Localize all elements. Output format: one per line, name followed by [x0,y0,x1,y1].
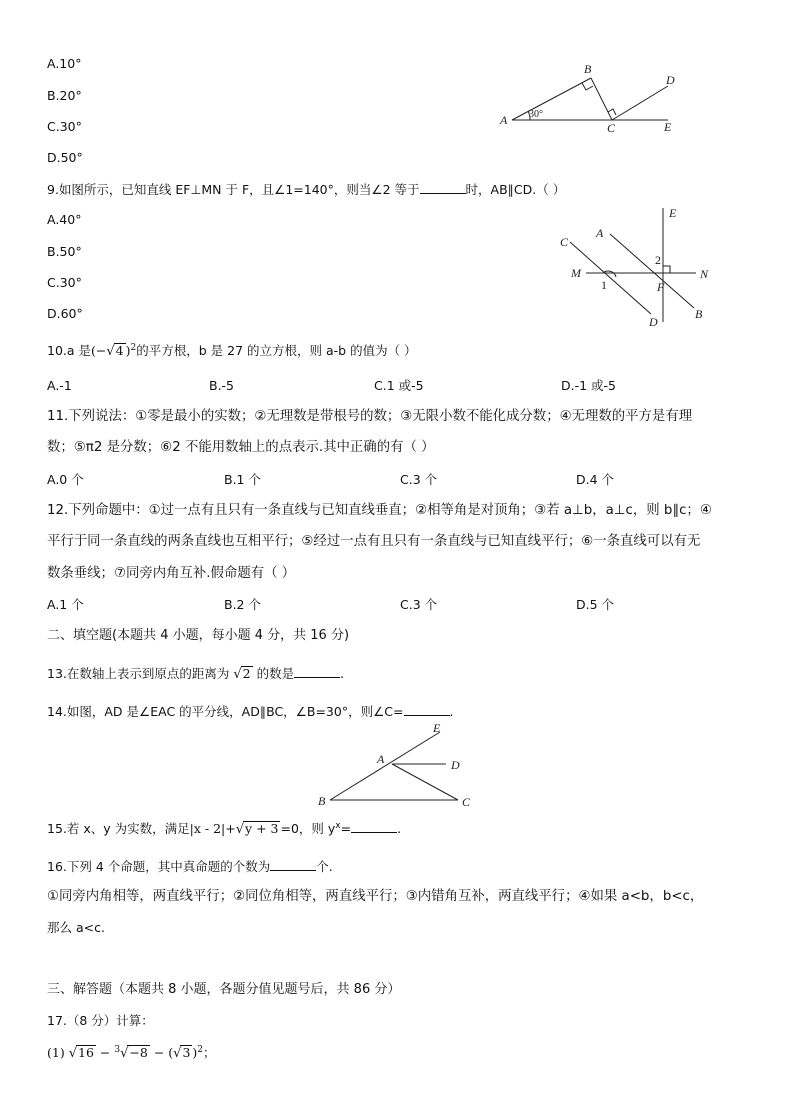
figure-q8 [496,62,696,140]
q10-expression [91,343,136,358]
q12-line-3: 数条垂线；⑦同旁内角互补.假命题有（ ） [47,566,296,581]
q15-abs-right-bar: | [221,821,226,836]
q15-post: = [340,821,352,836]
fig8-label-c: C [607,121,616,135]
q17-part-1 [47,1045,216,1062]
q10-pre: 10.a 是 [47,343,92,358]
fig9-label-b: B [695,307,703,321]
q12-option-b: B.2 个 [224,597,261,612]
q14-stem [47,703,453,720]
fig8-label-d: D [666,73,675,87]
fig14-label-c: C [462,795,471,809]
q16-blank [270,858,316,871]
fig9-label-c: C [560,235,569,249]
q11-line-1: 11.下列说法：①零是最小的实数；②无理数是带根号的数；③无限小数不能化成分数；④无理数的平方是有理 [47,409,693,424]
q17-p1-label: (1) [47,1045,65,1060]
q9-blank [420,181,466,194]
fig14-label-b: B [318,794,326,808]
q10-option-d: D.-1 或-5 [561,378,616,393]
q16-post: 个. [316,859,333,874]
q13-radicand: 2 [242,666,251,681]
q9-stem [47,181,565,198]
q15-radical-sign: √ [235,822,245,837]
q10-post: 的平方根，b 是 27 的立方根，则 a-b 的值为（ ） [136,343,417,358]
q8-option-c: C.30° [47,119,82,134]
figure-q9 [556,202,716,330]
q17-p1-end: ； [203,1045,216,1060]
q17-p1-close: ) [192,1045,198,1060]
q9-option-d: D.60° [47,306,83,321]
fig14-label-d: D [451,758,460,772]
fig8-angle-label: 30° [529,109,543,120]
q11-line-2: 数；⑤π2 是分数；⑥2 不能用数轴上的点表示.其中正确的有（ ） [47,440,435,455]
q15-plus: + [225,821,236,836]
q17-p1-minus-2: − ( [153,1045,174,1060]
q16-line-3: 那么 a<c. [47,920,105,935]
q10-option-a: A.-1 [47,378,72,393]
fig8-label-e: E [664,120,672,134]
q12-option-d: D.5 个 [576,597,615,612]
fig9-label-f: F [657,280,665,294]
q15-abs-content: x - 2 [193,821,222,836]
fig9-label-m: M [571,266,581,280]
q17-p1-radical-3-sign: √ [173,1046,182,1061]
q9-stem-pre: 9.如图所示，已知直线 EF⊥MN 于 F，且∠1=140°，则当∠2 等于 [47,182,420,197]
q10-stem [47,343,417,360]
q14-end: . [449,704,454,719]
q15-radicand: y + 3 [245,821,279,836]
q15-end: . [397,821,402,836]
q15-stem [47,820,401,838]
q12-option-c: C.3 个 [400,597,438,612]
section-2-heading: 二、填空题(本题共 4 小题，每小题 4 分，共 16 分) [47,628,350,643]
fig9-label-a: A [596,226,604,240]
q10-option-b: B.-5 [209,378,235,393]
q14-pre: 14.如图，AD 是∠EAC 的平分线，AD∥BC，∠B=30°，则∠C= [47,704,404,719]
q16-pre: 16.下列 4 个命题，其中真命题的个数为 [47,859,271,874]
q15-pre: 15.若 x、y 为实数，满足 [47,821,190,836]
fig9-label-n: N [700,267,709,281]
q17-p1-radical-1-sign: √ [68,1046,77,1061]
q11-option-b: B.1 个 [224,472,261,487]
fig9-label-e: E [669,206,677,220]
q11-option-a: A.0 个 [47,472,84,487]
q13-blank [294,665,340,678]
section-3-heading: 三、解答题（本题共 8 小题，各题分值见题号后，共 86 分） [47,982,401,997]
q8-option-a: A.10° [47,56,82,71]
q17-p1-minus-1: − [99,1045,111,1060]
q17-p1-radicand-1: 16 [78,1045,94,1060]
q9-option-b: B.50° [47,244,82,259]
q9-option-a: A.40° [47,212,82,227]
q15-blank [351,820,397,833]
fig9-label-1: 1 [601,278,607,292]
q11-option-d: D.4 个 [576,472,615,487]
q12-line-1: 12.下列命题中：①过一点有且只有一条直线与已知直线垂直；②相等角是对顶角；③若 a⊥b，a⊥c，则 b∥c；④ [47,503,712,518]
q10-radical-sign: √ [106,344,115,359]
q11-option-c: C.3 个 [400,472,438,487]
q15-eq: =0，则 y [280,821,336,836]
q8-option-b: B.20° [47,88,82,103]
fig8-label-b: B [584,62,592,76]
q13-stem [47,665,344,683]
figure-q14 [312,720,482,810]
q17-p1-radical-2-sign: √ [120,1046,129,1061]
q9-stem-post: 时，AB∥CD.（ ） [465,182,566,197]
q9-option-c: C.30° [47,275,82,290]
q10-exponent: 2 [130,342,137,353]
q10-expr-close: ) [125,343,131,358]
q13-end: . [340,666,345,681]
q17-p1-exponent: 2 [197,1044,204,1055]
q16-stem [47,858,333,875]
q17-p1-radicand-3: 3 [182,1045,191,1060]
q16-line-2: ①同旁内角相等，两直线平行；②同位角相等，两直线平行；③内错角互补，两直线平行；④如果 a<b，b<c， [47,889,704,904]
q10-option-c: C.1 或-5 [374,378,424,393]
q12-option-a: A.1 个 [47,597,84,612]
q13-pre: 13.在数轴上表示到原点的距离为 [47,666,230,681]
q10-expr-open: (− [91,343,107,358]
q15-exponent: x [335,820,341,831]
q17-title: 17.（8 分）计算： [47,1013,154,1028]
q14-blank [404,703,450,716]
q8-option-d: D.50° [47,150,83,165]
q17-p1-radicand-2: −8 [129,1045,148,1060]
q10-radicand: 4 [115,343,124,358]
fig9-label-d: D [649,315,658,329]
q17-p1-root-index: 3 [114,1044,121,1055]
fig14-label-a: A [377,752,385,766]
fig8-label-a: A [500,113,508,127]
fig9-label-2: 2 [655,253,661,267]
q13-post: 的数是 [256,666,295,681]
q15-abs-left-bar: | [189,821,194,836]
fig14-label-e: E [433,721,441,735]
q13-radical-sign: √ [233,667,242,682]
q12-line-2: 平行于同一条直线的两条直线也互相平行；⑤经过一点有且只有一条直线与已知直线平行；⑥一条直线可以有无 [47,534,701,549]
